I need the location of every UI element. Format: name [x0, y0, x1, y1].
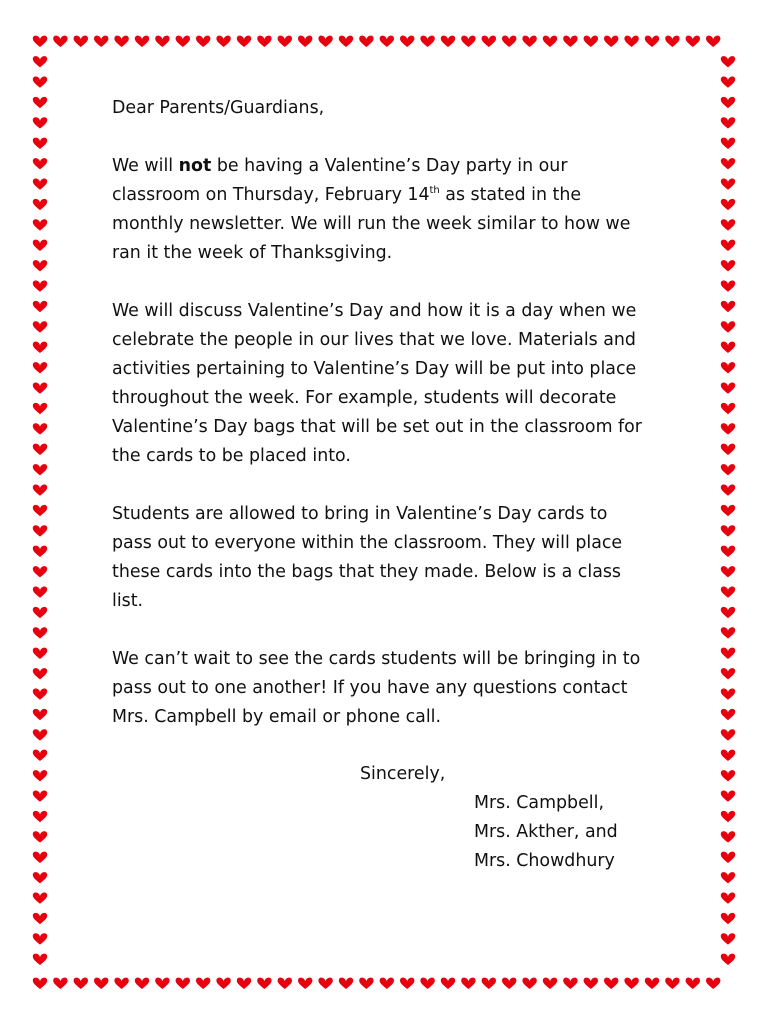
- heart-icon: [721, 301, 735, 312]
- heart-icon: [721, 566, 735, 577]
- heart-icon: [686, 978, 700, 989]
- heart-icon: [196, 978, 210, 989]
- heart-icon: [318, 978, 332, 989]
- heart-icon: [721, 688, 735, 699]
- heart-icon: [543, 36, 557, 47]
- heart-icon: [257, 978, 271, 989]
- heart-icon: [33, 566, 47, 577]
- heart-icon: [721, 505, 735, 516]
- heart-icon: [135, 36, 149, 47]
- heart-icon: [721, 56, 735, 67]
- heart-icon: [33, 729, 47, 740]
- heart-icon: [339, 36, 353, 47]
- heart-icon: [155, 978, 169, 989]
- heart-icon: [721, 668, 735, 679]
- heart-icon: [298, 36, 312, 47]
- heart-icon: [74, 978, 88, 989]
- heart-icon: [706, 36, 720, 47]
- heart-icon: [33, 954, 47, 965]
- heart-icon: [721, 321, 735, 332]
- heart-icon: [461, 978, 475, 989]
- heart-icon: [584, 978, 598, 989]
- heart-icon: [33, 321, 47, 332]
- greeting: Dear Parents/Guardians,: [112, 98, 325, 118]
- heart-icon: [33, 505, 47, 516]
- signature-2: Mrs. Akther, and: [474, 822, 618, 842]
- heart-icon: [604, 36, 618, 47]
- heart-icon: [33, 403, 47, 414]
- heart-icon: [686, 36, 700, 47]
- heart-icon: [721, 362, 735, 373]
- heart-icon: [278, 36, 292, 47]
- heart-icon: [176, 36, 190, 47]
- heart-icon: [53, 36, 67, 47]
- heart-icon: [721, 892, 735, 903]
- heart-icon: [33, 709, 47, 720]
- heart-icon: [33, 36, 47, 47]
- heart-icon: [563, 978, 577, 989]
- heart-icon: [721, 484, 735, 495]
- heart-icon: [155, 36, 169, 47]
- heart-icon: [114, 36, 128, 47]
- heart-icon: [74, 36, 88, 47]
- paragraph-3: Students are allowed to bring in Valentine’s Day cards to pass out to everyone within the classroom. They will place these cards into the bags that they made. Below is a class list.: [112, 504, 623, 611]
- heart-icon: [721, 750, 735, 761]
- heart-icon: [543, 978, 557, 989]
- heart-icon: [721, 423, 735, 434]
- heart-icon: [33, 668, 47, 679]
- heart-icon: [33, 138, 47, 149]
- heart-icon: [706, 978, 720, 989]
- heart-icon: [645, 978, 659, 989]
- heart-icon: [721, 709, 735, 720]
- heart-icon: [721, 872, 735, 883]
- heart-icon: [721, 546, 735, 557]
- ordinal-suffix: th: [429, 185, 440, 197]
- heart-icon: [721, 933, 735, 944]
- signature-1: Mrs. Campbell,: [474, 793, 604, 813]
- heart-icon: [721, 586, 735, 597]
- heart-icon: [257, 36, 271, 47]
- heart-icon: [721, 117, 735, 128]
- heart-icon: [482, 36, 496, 47]
- heart-icon: [33, 342, 47, 353]
- heart-icon: [278, 978, 292, 989]
- heart-icon: [721, 627, 735, 638]
- heart-icon: [33, 219, 47, 230]
- paragraph-1: We will not be having a Valentine’s Day party in our classroom on Thursday, February 14th as stated in the monthly newsletter. We will run the week similar to how we ran it the week of Thanksgiving.: [112, 156, 631, 263]
- heart-icon: [237, 36, 251, 47]
- heart-icon: [318, 36, 332, 47]
- heart-icon: [721, 648, 735, 659]
- heart-icon: [33, 892, 47, 903]
- heart-icon: [721, 178, 735, 189]
- heart-icon: [33, 546, 47, 557]
- heart-icon: [721, 444, 735, 455]
- heart-icon: [400, 978, 414, 989]
- heart-icon: [721, 913, 735, 924]
- heart-icon: [721, 240, 735, 251]
- heart-icon: [721, 607, 735, 618]
- heart-icon: [33, 178, 47, 189]
- heart-icon: [721, 260, 735, 271]
- heart-icon: [216, 978, 230, 989]
- paragraph-4: We can’t wait to see the cards students will be bringing in to pass out to one another! If you have any questions contact Mrs. Campbell by email or phone call.: [112, 649, 641, 727]
- heart-icon: [522, 36, 536, 47]
- heart-icon: [33, 913, 47, 924]
- heart-icon: [420, 36, 434, 47]
- heart-icon: [624, 36, 638, 47]
- heart-icon: [502, 978, 516, 989]
- heart-icon: [33, 382, 47, 393]
- heart-icon: [33, 76, 47, 87]
- heart-icon: [114, 978, 128, 989]
- heart-icon: [380, 36, 394, 47]
- paragraph-2: We will discuss Valentine’s Day and how it is a day when we celebrate the people in our lives that we love. Materials and activities pertaining to Valentine’s Day will be put into place throughout the week. For example, students will decorate Valentine’s Day bags that will be set out in the classroom for the cards to be placed into.: [112, 301, 642, 466]
- heart-icon: [33, 117, 47, 128]
- heart-icon: [721, 382, 735, 393]
- heart-icon: [441, 978, 455, 989]
- heart-icon: [94, 36, 108, 47]
- heart-icon: [441, 36, 455, 47]
- heart-icon: [721, 219, 735, 230]
- heart-icon: [33, 97, 47, 108]
- heart-icon: [33, 199, 47, 210]
- heart-icon: [53, 978, 67, 989]
- heart-icon: [721, 464, 735, 475]
- heart-icon: [33, 933, 47, 944]
- heart-icon: [33, 831, 47, 842]
- heart-icon: [563, 36, 577, 47]
- letter-body: [112, 94, 652, 761]
- heart-icon: [33, 158, 47, 169]
- heart-icon: [216, 36, 230, 47]
- heart-icon: [461, 36, 475, 47]
- heart-icon: [135, 978, 149, 989]
- heart-icon: [33, 586, 47, 597]
- heart-icon: [33, 688, 47, 699]
- heart-icon: [721, 97, 735, 108]
- heart-icon: [33, 770, 47, 781]
- heart-icon: [33, 750, 47, 761]
- heart-icon: [33, 872, 47, 883]
- heart-icon: [237, 978, 251, 989]
- heart-icon: [721, 403, 735, 414]
- heart-icon: [339, 978, 353, 989]
- heart-icon: [33, 464, 47, 475]
- heart-icon: [665, 36, 679, 47]
- heart-icon: [33, 240, 47, 251]
- heart-icon: [33, 978, 47, 989]
- heart-icon: [721, 199, 735, 210]
- heart-icon: [721, 852, 735, 863]
- heart-icon: [33, 790, 47, 801]
- heart-icon: [33, 484, 47, 495]
- heart-icon: [721, 811, 735, 822]
- heart-icon: [380, 978, 394, 989]
- heart-icon: [33, 525, 47, 536]
- heart-icon: [33, 301, 47, 312]
- heart-icon: [721, 831, 735, 842]
- heart-icon: [33, 280, 47, 291]
- heart-icon: [420, 978, 434, 989]
- heart-icon: [721, 954, 735, 965]
- heart-icon: [721, 76, 735, 87]
- heart-icon: [298, 978, 312, 989]
- heart-icon: [584, 36, 598, 47]
- heart-icon: [721, 342, 735, 353]
- heart-icon: [482, 978, 496, 989]
- heart-icon: [721, 138, 735, 149]
- heart-icon: [33, 444, 47, 455]
- heart-icon: [645, 36, 659, 47]
- heart-icon: [624, 978, 638, 989]
- closing: Sincerely,: [360, 764, 446, 784]
- heart-icon: [522, 978, 536, 989]
- heart-icon: [665, 978, 679, 989]
- heart-icon: [33, 648, 47, 659]
- heart-icon: [176, 978, 190, 989]
- heart-icon: [196, 36, 210, 47]
- heart-icon: [359, 36, 373, 47]
- heart-icon: [721, 770, 735, 781]
- heart-icon: [94, 978, 108, 989]
- heart-icon: [33, 362, 47, 373]
- heart-icon: [33, 56, 47, 67]
- heart-icon: [721, 158, 735, 169]
- heart-icon: [721, 280, 735, 291]
- heart-icon: [33, 260, 47, 271]
- heart-icon: [33, 423, 47, 434]
- emphasis-not: not: [178, 156, 212, 176]
- heart-icon: [33, 852, 47, 863]
- heart-icon: [400, 36, 414, 47]
- heart-icon: [33, 607, 47, 618]
- signature-3: Mrs. Chowdhury: [474, 851, 615, 871]
- heart-icon: [721, 729, 735, 740]
- heart-icon: [33, 811, 47, 822]
- heart-icon: [604, 978, 618, 989]
- heart-icon: [721, 790, 735, 801]
- signature-block: [474, 789, 618, 876]
- heart-icon: [33, 627, 47, 638]
- heart-icon: [359, 978, 373, 989]
- heart-icon: [502, 36, 516, 47]
- heart-icon: [721, 525, 735, 536]
